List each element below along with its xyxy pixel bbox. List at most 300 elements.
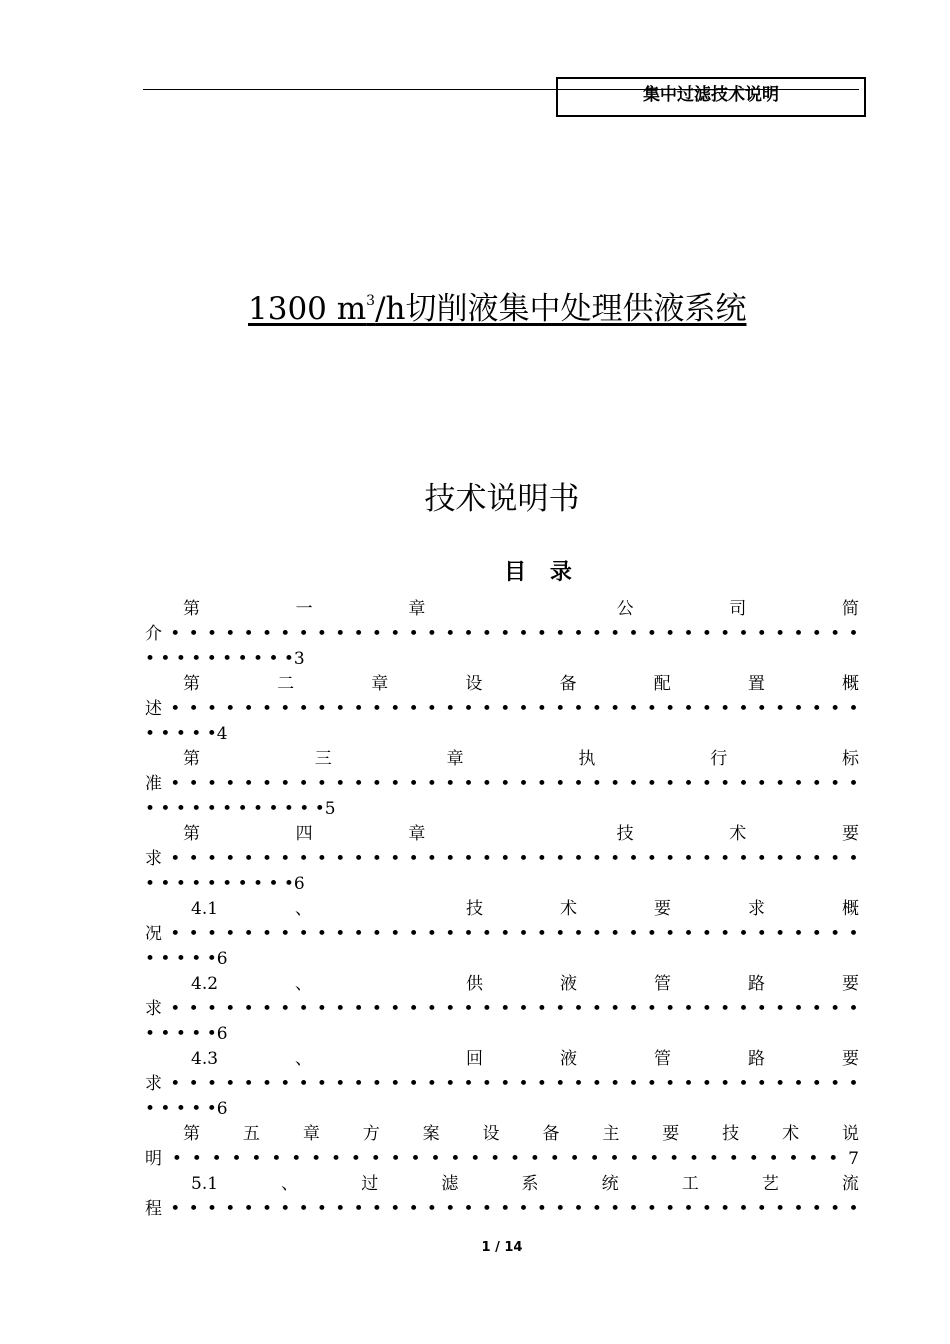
toc-entry-token: 置 xyxy=(747,674,765,694)
leader-dot: • xyxy=(170,624,181,644)
leader-dot: • xyxy=(628,774,639,794)
leader-dot: • xyxy=(243,624,254,644)
leader-dot: • xyxy=(481,1199,492,1219)
leader-dot: • xyxy=(463,1074,474,1094)
toc-entry-token: 章 xyxy=(302,1124,320,1144)
toc-entry-token: 第 xyxy=(183,599,200,619)
leader-dot: • xyxy=(463,849,474,869)
leader-dot: • xyxy=(701,999,712,1019)
leader-dot: • xyxy=(555,999,566,1019)
toc-entry-token: 工 xyxy=(681,1174,699,1194)
leader-dot: • xyxy=(591,1199,602,1219)
leader-dot: • xyxy=(683,1074,694,1094)
leader-dot: • xyxy=(518,1199,529,1219)
leader-dot: • xyxy=(793,849,804,869)
leader-dot: • xyxy=(756,774,767,794)
leader-dot: • xyxy=(371,849,382,869)
leader-dot: • xyxy=(720,1074,731,1094)
leader-dot: • xyxy=(463,624,474,644)
toc-entry-leader-line xyxy=(145,1147,859,1172)
leader-dot: • xyxy=(628,849,639,869)
leader-dot: • xyxy=(500,699,511,719)
leader-dot: • xyxy=(426,1074,437,1094)
leader-dot: • xyxy=(701,699,712,719)
leader-dot: • xyxy=(573,1199,584,1219)
leader-dot: • xyxy=(628,999,639,1019)
leader-dot: • xyxy=(775,774,786,794)
leader-dot: • xyxy=(430,1149,441,1169)
leader-dot: • xyxy=(225,999,236,1019)
leader-dot: • xyxy=(848,849,859,869)
leader-dot: • xyxy=(555,1074,566,1094)
leader-dot: • xyxy=(610,774,621,794)
leader-dot: • xyxy=(793,1074,804,1094)
leader-dot: • xyxy=(426,699,437,719)
toc-entry-continuation: 求 xyxy=(145,849,162,869)
leader-dot: • xyxy=(518,624,529,644)
leader-dot: • xyxy=(225,699,236,719)
leader-dot: • xyxy=(298,999,309,1019)
leader-dot: • xyxy=(390,774,401,794)
toc-entry-token: 概 xyxy=(841,674,859,694)
leader-dot: • xyxy=(646,624,657,644)
toc-entry-page-line xyxy=(145,1022,859,1047)
leader-dot: • xyxy=(610,1199,621,1219)
leader-dot: • xyxy=(555,774,566,794)
toc-entry-token: 五 xyxy=(242,1124,260,1144)
toc-entry-page-line xyxy=(145,647,859,672)
leader-dot: • xyxy=(591,849,602,869)
leader-dot: • xyxy=(646,924,657,944)
leader-dot: • xyxy=(426,1199,437,1219)
leader-dot: • xyxy=(775,1074,786,1094)
leader-dot: • xyxy=(610,624,621,644)
toc-entry-token: 章 xyxy=(408,599,426,619)
leader-dot: • xyxy=(353,999,364,1019)
leader-dot: • xyxy=(775,999,786,1019)
toc-entry-title-line xyxy=(145,972,859,997)
leader-dot: • xyxy=(298,699,309,719)
leader-dot: • xyxy=(788,1149,799,1169)
leader-dot: • xyxy=(738,774,749,794)
leader-dot: • xyxy=(848,699,859,719)
leader-dot: • xyxy=(298,624,309,644)
leader-dot: • xyxy=(830,999,841,1019)
leader-dot: • xyxy=(490,1149,501,1169)
toc-page-number: 6 xyxy=(293,874,305,894)
leader-dot: • xyxy=(243,699,254,719)
toc-entry-token: 技 xyxy=(466,899,483,919)
leader-dot: • xyxy=(569,1149,580,1169)
leader-dot: • xyxy=(811,1074,822,1094)
leader-dot: • xyxy=(371,1199,382,1219)
leader-dot: • xyxy=(518,774,529,794)
leader-dot: • xyxy=(628,699,639,719)
leader-dot: • xyxy=(470,1149,481,1169)
leader-dot: • xyxy=(591,924,602,944)
leader-dot: • xyxy=(701,924,712,944)
leader-dot: • xyxy=(555,849,566,869)
toc-entry-token: 司 xyxy=(729,599,747,619)
leader-dot: • xyxy=(728,1149,739,1169)
leader-dot: • xyxy=(529,1149,540,1169)
toc-entry-token: 设 xyxy=(482,1124,500,1144)
toc-entry-token: 备 xyxy=(542,1124,560,1144)
leader-dot: • xyxy=(191,1149,202,1169)
leader-dot: • xyxy=(335,699,346,719)
toc-entry[interactable] xyxy=(145,672,859,747)
leader-dot: • xyxy=(830,1074,841,1094)
toc-entry-token: 一 xyxy=(295,599,313,619)
leader-dot: • xyxy=(756,624,767,644)
leader-dot: • xyxy=(683,699,694,719)
leader-dot: • xyxy=(188,999,199,1019)
leader-dot: • xyxy=(408,849,419,869)
leader-dot: • xyxy=(225,924,236,944)
toc-entry-token: 二 xyxy=(277,674,295,694)
leader-dot: • xyxy=(549,1149,560,1169)
leader-dot: • xyxy=(756,849,767,869)
leader-dot: • xyxy=(170,999,181,1019)
leader-dot: • xyxy=(793,699,804,719)
toc-entry-page-line xyxy=(145,797,859,822)
leader-dot: • xyxy=(280,924,291,944)
leader-dot: • xyxy=(261,924,272,944)
toc-entry-title-line xyxy=(145,1047,859,1072)
toc-entry-token: 主 xyxy=(602,1124,620,1144)
toc-entry-token: 术 xyxy=(559,899,577,919)
leader-dots: • • • • • • • • • • xyxy=(145,649,294,669)
leader-dot: • xyxy=(280,624,291,644)
leader-dot: • xyxy=(811,849,822,869)
toc-entry-page-line xyxy=(145,722,859,747)
page-indicator: 1 / 14 xyxy=(481,1240,523,1255)
leader-dot: • xyxy=(665,624,676,644)
leader-dot: • xyxy=(463,699,474,719)
leader-dot: • xyxy=(410,1149,421,1169)
leader-dot: • xyxy=(756,1199,767,1219)
leader-dot: • xyxy=(665,924,676,944)
leader-dot: • xyxy=(280,849,291,869)
toc-entry-token: 章 xyxy=(446,749,464,769)
toc-entry-token: 公 xyxy=(616,599,634,619)
leader-dot: • xyxy=(445,999,456,1019)
toc-entry-token: 求 xyxy=(747,899,765,919)
leader-dot: • xyxy=(646,849,657,869)
leader-dot: • xyxy=(775,849,786,869)
toc-entry-leader-line xyxy=(145,997,859,1022)
leader-dot: • xyxy=(830,849,841,869)
leader-dot: • xyxy=(628,1074,639,1094)
toc-entry-token: 四 xyxy=(295,824,313,844)
leader-dot: • xyxy=(536,849,547,869)
leader-dot: • xyxy=(828,1149,839,1169)
leader-dot: • xyxy=(811,999,822,1019)
leader-dot: • xyxy=(589,1149,600,1169)
toc-entry[interactable] xyxy=(145,597,859,672)
toc-entry-token: 方 xyxy=(362,1124,380,1144)
leader-dot: • xyxy=(371,1074,382,1094)
toc-entry-token: 路 xyxy=(747,974,765,994)
leader-dot: • xyxy=(793,624,804,644)
leader-dot: • xyxy=(371,924,382,944)
leader-dot: • xyxy=(390,1199,401,1219)
leader-dot: • xyxy=(390,1149,401,1169)
leader-dot: • xyxy=(280,774,291,794)
leader-dot: • xyxy=(390,624,401,644)
leader-dot: • xyxy=(280,999,291,1019)
running-header-title: 集中过滤技术说明 xyxy=(643,85,779,105)
leader-dot: • xyxy=(793,1199,804,1219)
leader-dot: • xyxy=(445,699,456,719)
toc-entry-token: 4.3 xyxy=(191,1049,219,1069)
toc-entry-token: 系 xyxy=(521,1174,539,1194)
toc-page-number: 5 xyxy=(324,799,336,819)
leader-dot: • xyxy=(775,624,786,644)
leader-dot: • xyxy=(536,624,547,644)
leader-dot: • xyxy=(390,849,401,869)
leader-dot: • xyxy=(665,999,676,1019)
toc-entry-token: 要 xyxy=(841,824,859,844)
toc-entry-continuation: 求 xyxy=(145,1074,162,1094)
toc-entry[interactable] xyxy=(145,897,859,972)
leader-dot: • xyxy=(573,774,584,794)
toc-entry-token: 流 xyxy=(841,1174,859,1194)
leader-dot: • xyxy=(830,699,841,719)
leader-dot: • xyxy=(500,1074,511,1094)
toc-entry[interactable] xyxy=(145,1122,859,1172)
leader-dot: • xyxy=(665,849,676,869)
leader-dots: • • • • • xyxy=(145,1024,217,1044)
leader-dot: • xyxy=(206,699,217,719)
leader-dot: • xyxy=(573,1074,584,1094)
toc-entry-token: 、 xyxy=(281,1174,299,1194)
toc-entry-token: 液 xyxy=(559,974,577,994)
leader-dot: • xyxy=(316,1199,327,1219)
leader-dot: • xyxy=(426,999,437,1019)
leader-dot: • xyxy=(811,924,822,944)
leader-dot: • xyxy=(335,849,346,869)
leader-dot: • xyxy=(646,1074,657,1094)
leader-dot: • xyxy=(481,624,492,644)
leader-dot: • xyxy=(848,774,859,794)
leader-dot: • xyxy=(243,999,254,1019)
toc-entry-token: 说 xyxy=(841,1124,859,1144)
leader-dot: • xyxy=(426,849,437,869)
leader-dot: • xyxy=(445,624,456,644)
leader-dot: • xyxy=(243,924,254,944)
toc-entry-leader-line xyxy=(145,772,859,797)
leader-dot: • xyxy=(390,924,401,944)
leader-dot: • xyxy=(445,1199,456,1219)
leader-dot: • xyxy=(251,1149,262,1169)
toc-entry-token: 章 xyxy=(408,824,426,844)
leader-dot: • xyxy=(811,699,822,719)
leader-dot: • xyxy=(170,924,181,944)
leader-dot: • xyxy=(536,999,547,1019)
toc-entry-token: 备 xyxy=(559,674,577,694)
toc-entry-continuation: 况 xyxy=(145,924,162,944)
leader-dot: • xyxy=(211,1149,222,1169)
leader-dot: • xyxy=(689,1149,700,1169)
toc-entry-token: 回 xyxy=(466,1049,483,1069)
toc-page-number: 6 xyxy=(216,949,228,969)
leader-dot: • xyxy=(500,924,511,944)
leader-dot: • xyxy=(518,1074,529,1094)
leader-dot: • xyxy=(261,699,272,719)
leader-dot: • xyxy=(243,849,254,869)
leader-dot: • xyxy=(518,999,529,1019)
leader-dot: • xyxy=(390,1074,401,1094)
leader-dot: • xyxy=(316,699,327,719)
leader-dot: • xyxy=(500,999,511,1019)
leader-dot: • xyxy=(591,999,602,1019)
leader-dot: • xyxy=(445,774,456,794)
leader-dot: • xyxy=(353,924,364,944)
toc-entry-token: 、 xyxy=(295,1049,313,1069)
leader-dot: • xyxy=(518,849,529,869)
leader-dot: • xyxy=(738,624,749,644)
leader-dot: • xyxy=(335,624,346,644)
toc-entry[interactable] xyxy=(145,972,859,1047)
leader-dot: • xyxy=(316,624,327,644)
leader-dot: • xyxy=(536,774,547,794)
leader-dot: • xyxy=(330,1149,342,1169)
leader-dot: • xyxy=(669,1149,680,1169)
leader-dot: • xyxy=(591,1074,602,1094)
toc-page-number: 4 xyxy=(216,724,228,744)
toc-entry-token: 术 xyxy=(782,1124,800,1144)
leader-dot: • xyxy=(610,849,621,869)
leader-dot: • xyxy=(463,924,474,944)
leader-dot: • xyxy=(591,624,602,644)
toc-entry-title-line xyxy=(145,1122,859,1147)
leader-dot: • xyxy=(610,924,621,944)
leader-dot: • xyxy=(811,1199,822,1219)
leader-dot: • xyxy=(738,1074,749,1094)
toc-entry-token: 液 xyxy=(559,1049,577,1069)
toc-entry[interactable] xyxy=(145,1172,859,1222)
leader-dot: • xyxy=(500,1199,511,1219)
leader-dot: • xyxy=(555,699,566,719)
toc-page-number: 6 xyxy=(216,1099,228,1119)
leader-dot: • xyxy=(188,774,199,794)
leader-dot: • xyxy=(573,699,584,719)
leader-dot: • xyxy=(536,924,547,944)
leader-dot: • xyxy=(811,774,822,794)
leader-dot: • xyxy=(738,699,749,719)
leader-dot: • xyxy=(573,624,584,644)
leader-dot: • xyxy=(646,699,657,719)
leader-dot: • xyxy=(610,999,621,1019)
leader-dot: • xyxy=(206,999,217,1019)
toc-entry[interactable] xyxy=(145,822,859,897)
leader-dot: • xyxy=(225,849,236,869)
leader-dot: • xyxy=(720,999,731,1019)
toc-entry-token: 5.1 xyxy=(191,1174,219,1194)
toc-entry-token: 路 xyxy=(747,1049,765,1069)
leader-dots: • • • • • • • • • • xyxy=(145,874,294,894)
leader-dot: • xyxy=(775,924,786,944)
leader-dot: • xyxy=(848,924,859,944)
running-header xyxy=(556,77,866,117)
leader-dot: • xyxy=(353,849,364,869)
leader-dot: • xyxy=(408,699,419,719)
leader-dot: • xyxy=(298,774,309,794)
leader-dot: • xyxy=(463,774,474,794)
document-subtitle: 技术说明书 xyxy=(424,481,580,517)
leader-dot: • xyxy=(756,999,767,1019)
toc-entry-token: 术 xyxy=(729,824,747,844)
toc-entry-token: 技 xyxy=(722,1124,740,1144)
toc-entry-leader-line xyxy=(145,847,859,872)
toc-entry-token: 艺 xyxy=(761,1174,779,1194)
leader-dot: • xyxy=(206,1199,217,1219)
toc-entry-token: 简 xyxy=(841,599,859,619)
toc-entry-token: 管 xyxy=(653,1049,671,1069)
leader-dot: • xyxy=(720,924,731,944)
leader-dot: • xyxy=(701,624,712,644)
toc-entry[interactable] xyxy=(145,1047,859,1122)
leader-dot: • xyxy=(536,1199,547,1219)
leader-dot: • xyxy=(298,924,309,944)
toc-entry-title-line xyxy=(145,1172,859,1197)
leader-dot: • xyxy=(610,699,621,719)
leader-dot: • xyxy=(701,774,712,794)
leader-dot: • xyxy=(481,1074,492,1094)
leader-dot: • xyxy=(408,1074,419,1094)
leader-dots: • • • • • xyxy=(145,1099,217,1119)
leader-dot: • xyxy=(371,624,382,644)
title-suffix: /h切削液集中处理供液系统 xyxy=(375,291,747,327)
leader-dot: • xyxy=(628,624,639,644)
toc-entry-page-line xyxy=(145,872,859,897)
leader-dot: • xyxy=(353,1074,364,1094)
leader-dot: • xyxy=(426,774,437,794)
leader-dot: • xyxy=(408,624,419,644)
toc-entry-title-line xyxy=(145,822,859,847)
leader-dot: • xyxy=(536,699,547,719)
leader-dot: • xyxy=(775,1199,786,1219)
leader-dot: • xyxy=(231,1149,242,1169)
leader-dot: • xyxy=(188,849,199,869)
leader-dot: • xyxy=(555,624,566,644)
toc-entry-leader-line xyxy=(145,697,859,722)
leader-dot: • xyxy=(683,1199,694,1219)
toc-page-number: 7 xyxy=(848,1149,859,1169)
toc-entry-token: 统 xyxy=(601,1174,619,1194)
leader-dot: • xyxy=(463,1199,474,1219)
leader-dots: • • • • • xyxy=(145,949,217,969)
leader-dot: • xyxy=(243,774,254,794)
leader-dot: • xyxy=(756,699,767,719)
toc-entry-token: 要 xyxy=(841,1049,859,1069)
toc-entry-token: 4.1 xyxy=(191,899,219,919)
leader-dot: • xyxy=(811,624,822,644)
toc-entry-token: 要 xyxy=(653,899,671,919)
leader-dot: • xyxy=(408,924,419,944)
toc-entry-leader-line xyxy=(145,1072,859,1097)
toc-entry[interactable] xyxy=(145,747,859,822)
toc-entry-leader-line xyxy=(145,1197,859,1222)
leader-dot: • xyxy=(426,924,437,944)
leader-dot: • xyxy=(316,849,327,869)
leader-dot: • xyxy=(848,1199,859,1219)
leader-dot: • xyxy=(316,924,327,944)
leader-dot: • xyxy=(170,774,181,794)
toc-entry-token: 、 xyxy=(295,899,313,919)
leader-dot: • xyxy=(481,774,492,794)
